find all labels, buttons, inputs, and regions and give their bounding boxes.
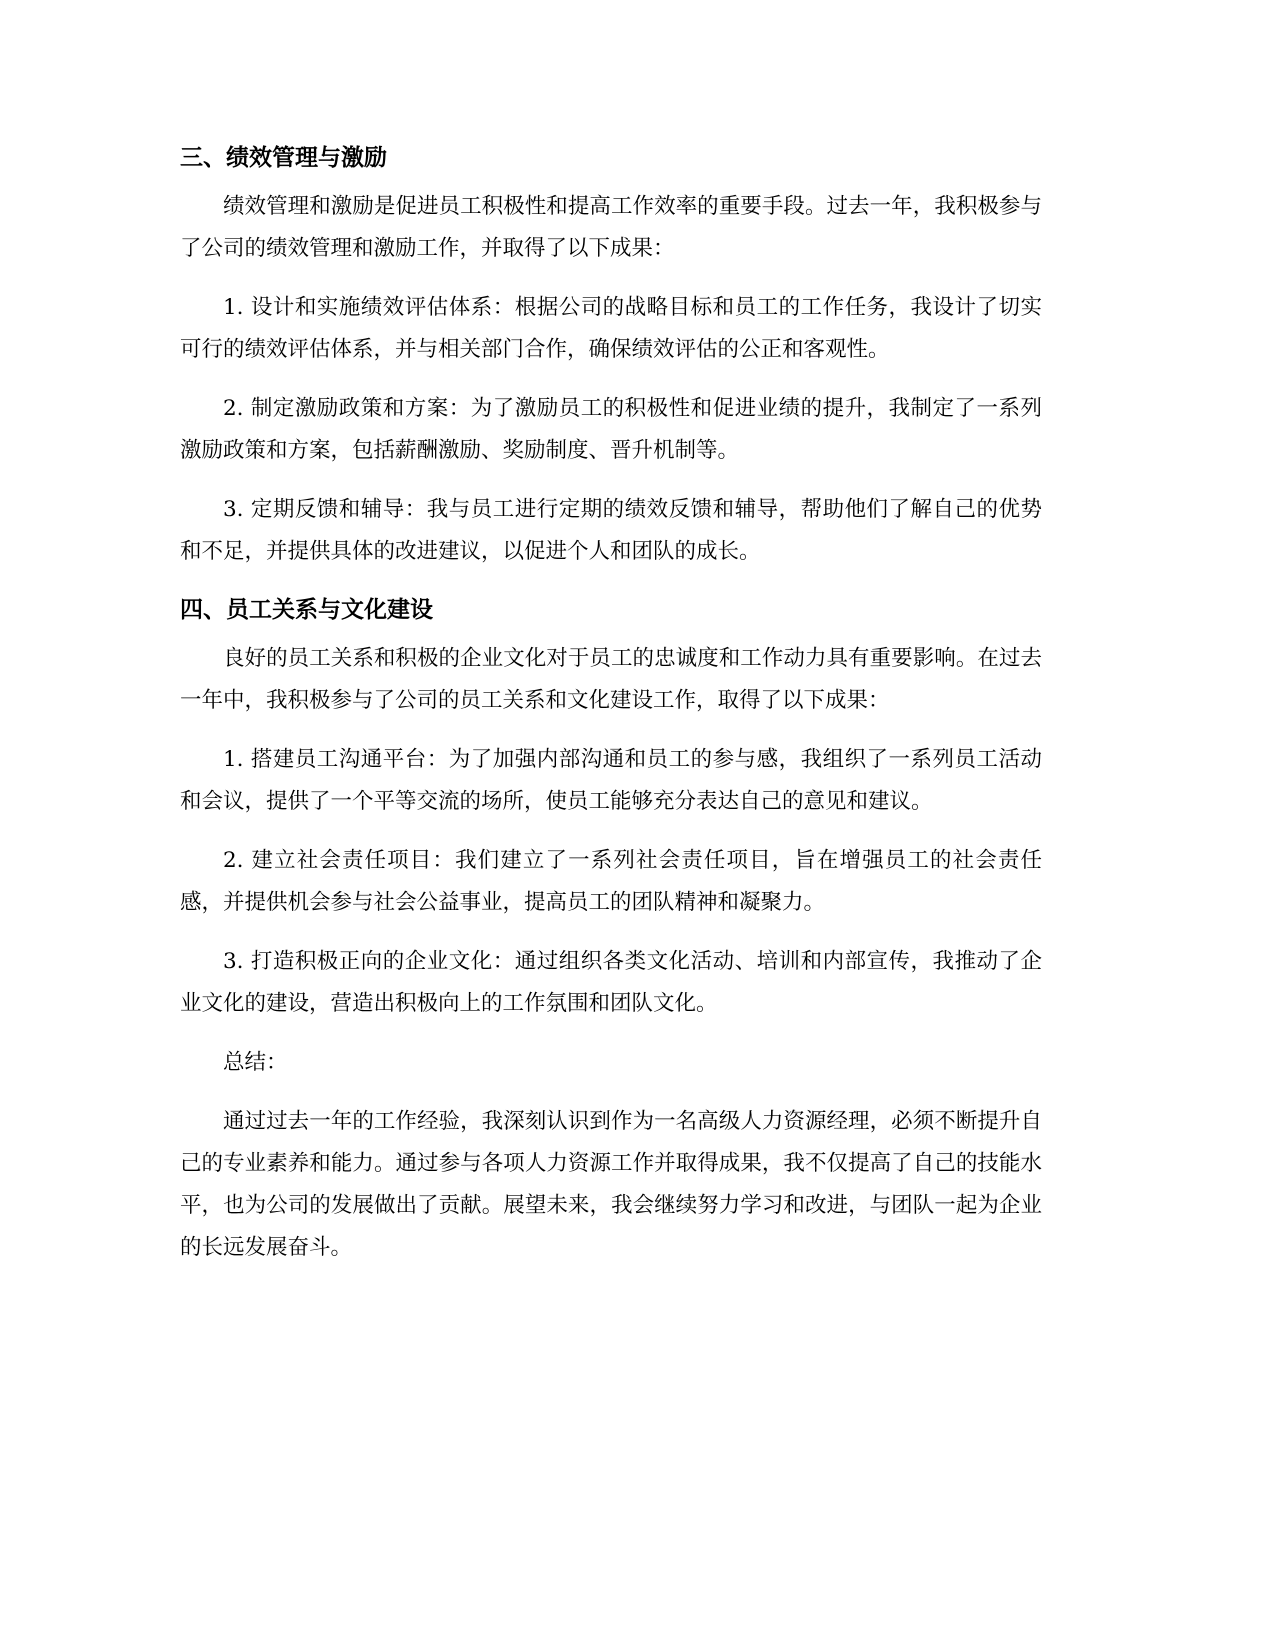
section-intro-performance: 绩效管理和激励是促进员工积极性和提高工作效率的重要手段。过去一年，我积极参与了公司的绩效管理和激励工作，并取得了以下成果： bbox=[180, 194, 1042, 261]
section-heading-performance: 三、绩效管理与激励 bbox=[180, 145, 387, 171]
summary-text: 通过过去一年的工作经验，我深刻认识到作为一名高级人力资源经理，必须不断提升自己的专业素养和能力。通过参与各项人力资源工作并取得成果，我不仅提高了自己的技能水平，也为公司的发展做出了贡献。展望未来，我会继续努力学习和改进，与团队一起为企业的长远发展奋斗。 bbox=[180, 1109, 1042, 1260]
list-item: 1. 设计和实施绩效评估体系：根据公司的战略目标和员工的工作任务，我设计了切实可行的绩效评估体系，并与相关部门合作，确保绩效评估的公正和客观性。 bbox=[180, 295, 1042, 362]
list-item: 1. 搭建员工沟通平台：为了加强内部沟通和员工的参与感，我组织了一系列员工活动和会议，提供了一个平等交流的场所，使员工能够充分表达自己的意见和建议。 bbox=[180, 747, 1042, 814]
section-intro-employee-relations: 良好的员工关系和积极的企业文化对于员工的忠诚度和工作动力具有重要影响。在过去一年中，我积极参与了公司的员工关系和文化建设工作，取得了以下成果： bbox=[180, 646, 1042, 713]
summary-label: 总结： bbox=[223, 1050, 288, 1075]
document-page bbox=[180, 138, 1042, 1286]
list-item: 3. 打造积极正向的企业文化：通过组织各类文化活动、培训和内部宣传，我推动了企业文化的建设，营造出积极向上的工作氛围和团队文化。 bbox=[180, 949, 1042, 1016]
section-heading-employee-relations: 四、员工关系与文化建设 bbox=[180, 597, 433, 623]
list-item: 3. 定期反馈和辅导：我与员工进行定期的绩效反馈和辅导，帮助他们了解自己的优势和不足，并提供具体的改进建议，以促进个人和团队的成长。 bbox=[180, 497, 1042, 564]
list-item: 2. 建立社会责任项目：我们建立了一系列社会责任项目，旨在增强员工的社会责任感，并提供机会参与社会公益事业，提高员工的团队精神和凝聚力。 bbox=[180, 848, 1042, 915]
list-item: 2. 制定激励政策和方案：为了激励员工的积极性和促进业绩的提升，我制定了一系列激励政策和方案，包括薪酬激励、奖励制度、晋升机制等。 bbox=[180, 396, 1042, 463]
